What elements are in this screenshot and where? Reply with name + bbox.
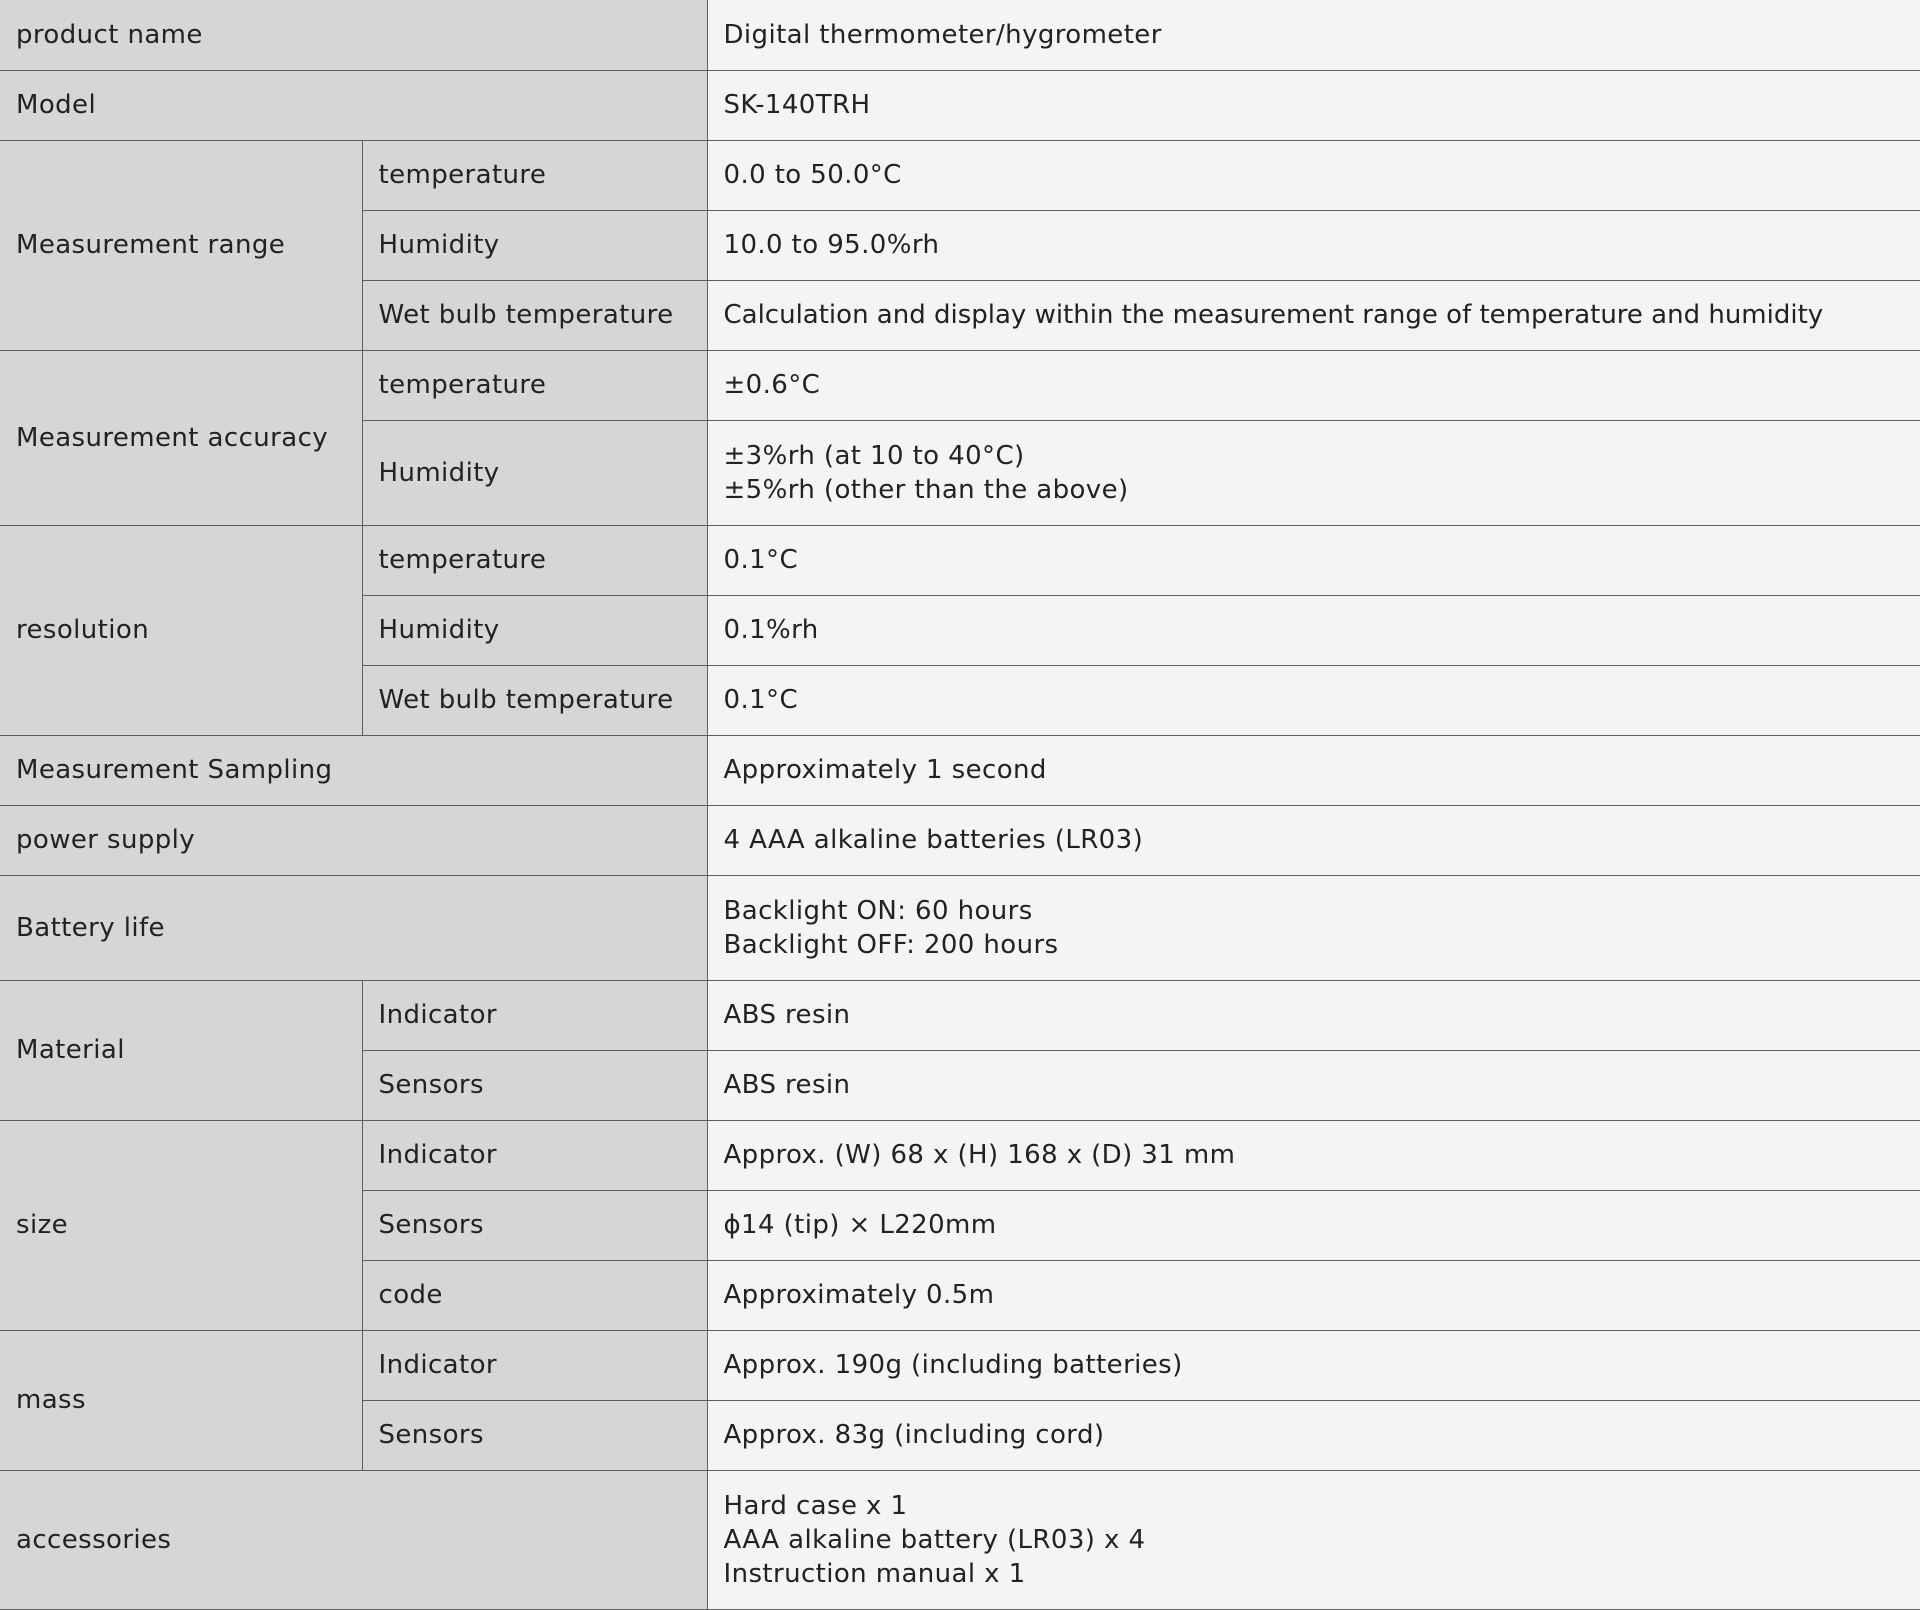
table-row — [0, 805, 1920, 875]
value-line: ϕ14 (tip) × L220mm — [723, 1210, 997, 1240]
value-line: Approx. (W) 68 x (H) 168 x (D) 31 mm — [723, 1140, 1236, 1170]
table-row — [0, 875, 1920, 980]
row-value-product-name — [707, 0, 1920, 70]
value-line: 10.0 to 95.0%rh — [723, 230, 940, 260]
value-line: AAA alkaline battery (LR03) x 4 — [723, 1524, 1146, 1555]
value-line: ABS resin — [723, 1000, 851, 1030]
row-label-mass: mass — [0, 1330, 362, 1470]
sub-value — [707, 350, 1920, 420]
sub-value — [707, 280, 1920, 350]
value-line: Calculation and display within the measurement range of temperature and humidity — [723, 300, 1824, 330]
sub-label: Humidity — [362, 595, 707, 665]
sub-value — [707, 1260, 1920, 1330]
value-line: Backlight OFF: 200 hours — [723, 929, 1059, 960]
value-line: ±5%rh (other than the above) — [723, 474, 1129, 505]
value-line: Hard case x 1 — [723, 1490, 908, 1521]
table-row — [0, 70, 1920, 140]
row-value-battery-life — [707, 875, 1920, 980]
value-line: Approx. 83g (including cord) — [723, 1420, 1105, 1450]
sub-label: Humidity — [362, 210, 707, 280]
value-line: 0.1%rh — [723, 615, 819, 645]
table-row — [0, 735, 1920, 805]
sub-label: Sensors — [362, 1190, 707, 1260]
sub-value — [707, 1190, 1920, 1260]
sub-value — [707, 525, 1920, 595]
sub-label: temperature — [362, 140, 707, 210]
sub-value — [707, 1330, 1920, 1400]
table-row — [0, 0, 1920, 70]
value-line: 0.0 to 50.0°C — [723, 160, 902, 190]
row-label-product-name: product name — [0, 0, 707, 70]
value-line: 0.1°C — [723, 685, 799, 715]
sub-value — [707, 595, 1920, 665]
row-value-model — [707, 70, 1920, 140]
sub-label: Wet bulb temperature — [362, 665, 707, 735]
table-row — [0, 525, 1920, 595]
value-line: 0.1°C — [723, 545, 799, 575]
sub-value — [707, 665, 1920, 735]
table-row — [0, 1120, 1920, 1190]
table-row — [0, 1470, 1920, 1609]
sub-label: Indicator — [362, 980, 707, 1050]
value-line: Approx. 190g (including batteries) — [723, 1350, 1183, 1380]
sub-label: Sensors — [362, 1400, 707, 1470]
row-label-measurement-sampling: Measurement Sampling — [0, 735, 707, 805]
value-line: ±0.6°C — [723, 370, 821, 400]
sub-label: code — [362, 1260, 707, 1330]
row-label-model: Model — [0, 70, 707, 140]
table-row — [0, 980, 1920, 1050]
row-label-accessories: accessories — [0, 1470, 707, 1609]
value-line: Approximately 1 second — [723, 755, 1047, 785]
row-label-measurement-range: Measurement range — [0, 140, 362, 350]
sub-value — [707, 140, 1920, 210]
sub-value — [707, 210, 1920, 280]
sub-label: temperature — [362, 525, 707, 595]
sub-label: Humidity — [362, 420, 707, 525]
value-line: Approximately 0.5m — [723, 1280, 995, 1310]
value-line: 4 AAA alkaline batteries (LR03) — [723, 825, 1144, 855]
sub-label: Indicator — [362, 1330, 707, 1400]
sub-label: Wet bulb temperature — [362, 280, 707, 350]
sub-value — [707, 420, 1920, 525]
row-label-battery-life: Battery life — [0, 875, 707, 980]
value-line: Instruction manual x 1 — [723, 1558, 1026, 1589]
value-line: Digital thermometer/hygrometer — [723, 19, 1162, 50]
value-line: SK-140TRH — [723, 90, 871, 120]
sub-label: temperature — [362, 350, 707, 420]
value-line: ABS resin — [723, 1070, 851, 1100]
sub-value — [707, 980, 1920, 1050]
value-line: Backlight ON: 60 hours — [723, 895, 1033, 926]
table-row — [0, 140, 1920, 210]
row-value-accessories — [707, 1470, 1920, 1609]
sub-value — [707, 1400, 1920, 1470]
sub-label: Sensors — [362, 1050, 707, 1120]
row-label-resolution: resolution — [0, 525, 362, 735]
row-value-measurement-sampling — [707, 735, 1920, 805]
sub-label: Indicator — [362, 1120, 707, 1190]
row-label-measurement-accuracy: Measurement accuracy — [0, 350, 362, 525]
sub-value — [707, 1050, 1920, 1120]
row-label-material: Material — [0, 980, 362, 1120]
table-row — [0, 1330, 1920, 1400]
row-label-power-supply: power supply — [0, 805, 707, 875]
table-row — [0, 350, 1920, 420]
value-line: ±3%rh (at 10 to 40°C) — [723, 440, 1025, 471]
row-label-size: size — [0, 1120, 362, 1330]
row-value-power-supply — [707, 805, 1920, 875]
sub-value — [707, 1120, 1920, 1190]
